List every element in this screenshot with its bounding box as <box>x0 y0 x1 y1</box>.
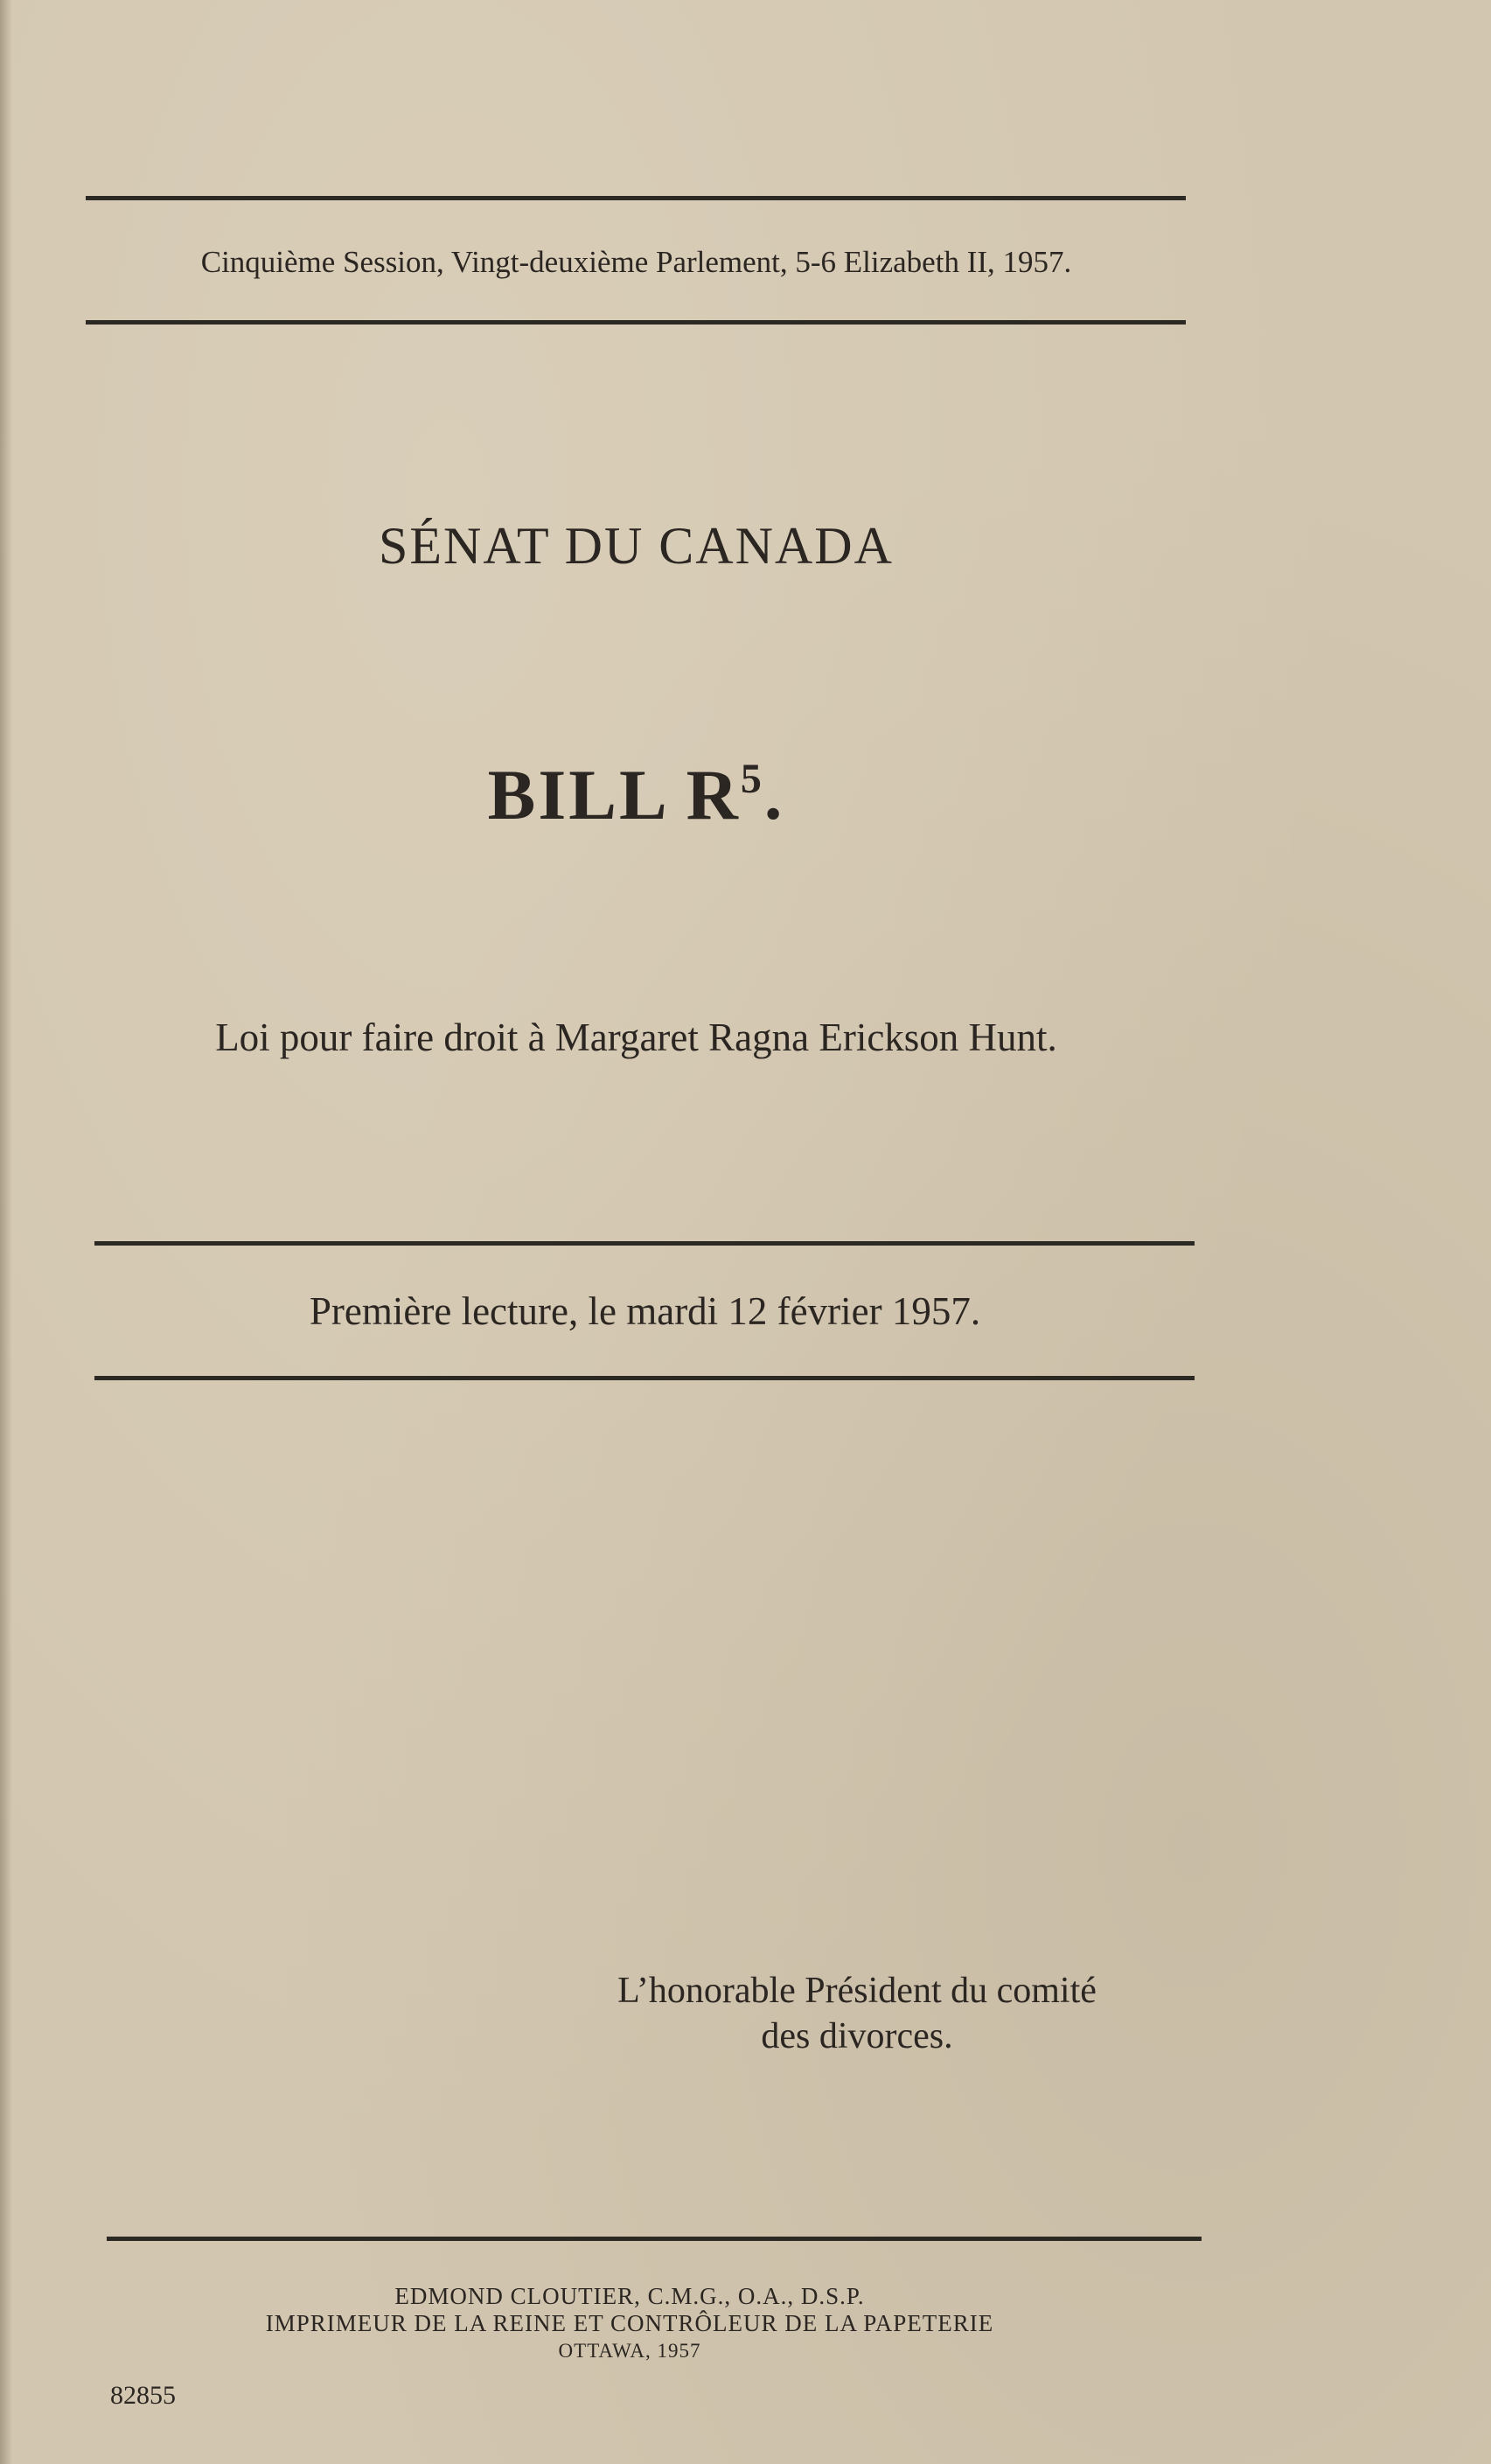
reading-rule-upper <box>94 1241 1195 1246</box>
printer-imprint <box>105 2283 1154 2364</box>
reading-rule-lower <box>94 1376 1195 1380</box>
top-rule-lower <box>86 320 1186 325</box>
first-reading-line: Première lecture, le mardi 12 février 1957. <box>309 1289 981 1333</box>
printer-rule <box>107 2237 1202 2241</box>
sponsor-line-2: des divorces. <box>761 2016 953 2056</box>
sponsor-line-1: L’honorable Président du comité <box>617 1971 1097 2011</box>
sponsor-block <box>525 1968 1189 2059</box>
job-number: 82855 <box>110 2381 176 2410</box>
bill-suffix: . <box>763 755 785 834</box>
printer-title: IMPRIMEUR DE LA REINE ET CONTRÔLEUR DE LA PAPETERIE <box>265 2310 994 2336</box>
senate-heading: SÉNAT DU CANADA <box>379 517 894 575</box>
bill-superscript: 5 <box>740 756 764 802</box>
top-rule-upper <box>86 196 1186 200</box>
printer-place: OTTAWA, 1957 <box>558 2340 701 2362</box>
bill-number <box>0 754 1272 836</box>
bill-title: Loi pour faire droit à Margaret Ragna Erickson Hunt. <box>215 1016 1057 1059</box>
bill-label: BILL R <box>487 755 741 834</box>
printer-name: EDMOND CLOUTIER, C.M.G., O.A., D.S.P. <box>394 2283 865 2309</box>
page-edge-shadow <box>0 0 12 2464</box>
session-header: Cinquième Session, Vingt-deuxième Parlement, 5-6 Elizabeth II, 1957. <box>200 245 1072 279</box>
